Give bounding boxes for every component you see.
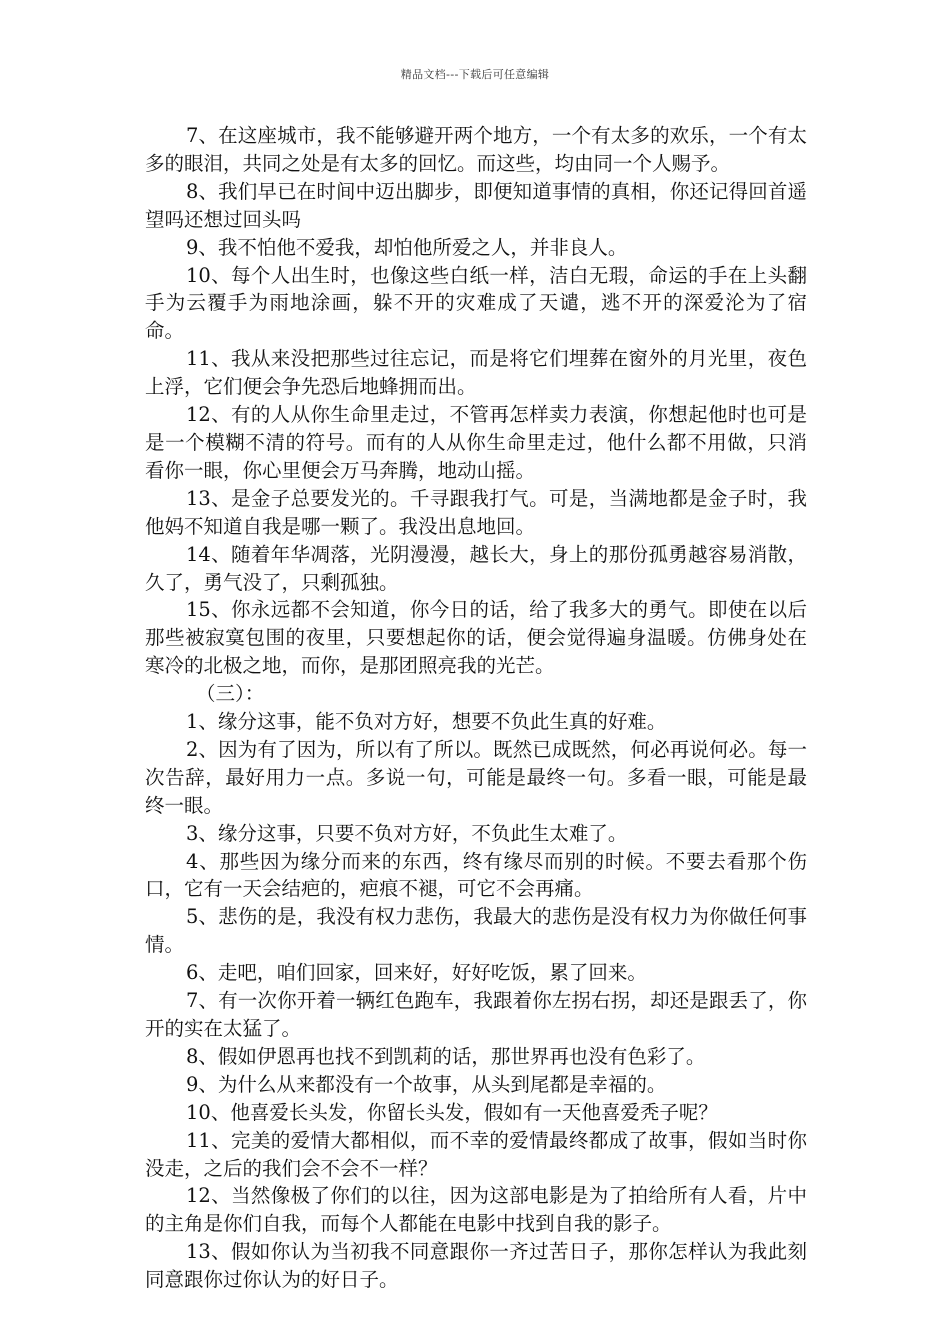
paragraph: 11、我从来没把那些过往忘记，而是将它们埋葬在窗外的月光里，夜色上浮，它们便会争先恐后地蜂拥而出。 [145, 347, 807, 399]
paragraph: 1、缘分这事，能不负对方好，想要不负此生真的好难。 [186, 710, 667, 734]
paragraph: 12、有的人从你生命里走过，不管再怎样卖力表演，你想起他时也可是是一个模糊不清的符号。而有的人从你生命里走过，他什么都不用做，只消看你一眼，你心里便会万马奔腾，地动山摇。 [145, 403, 807, 482]
paragraph: 14、随着年华凋落，光阴漫漫，越长大，身上的那份孤勇越容易消散，久了，勇气没了，只剩孤独。 [145, 542, 807, 594]
paragraph: 13、假如你认为当初我不同意跟你一齐过苦日子，那你怎样认为我此刻同意跟你过你认为的好日子。 [145, 1240, 807, 1292]
paragraph: 6、走吧，咱们回家，回来好，好好吃饭，累了回来。 [186, 961, 647, 985]
paragraph: 9、我不怕他不爱我，却怕他所爱之人，并非良人。 [186, 235, 628, 259]
paragraph: 8、我们早已在时间中迈出脚步，即便知道事情的真相，你还记得回首遥望吗还想过回头吗 [145, 179, 807, 231]
paragraph: 11、完美的爱情大都相似，而不幸的爱情最终都成了故事，假如当时你没走，之后的我们会不会不一样？ [145, 1128, 807, 1180]
section-heading: （三）： [196, 682, 265, 706]
document-body [145, 122, 807, 1294]
paragraph: 2、因为有了因为，所以有了所以。既然已成既然，何必再说何必。每一次告辞，最好用力一点。多说一句，可能是最终一句。多看一眼，可能是最终一眼。 [145, 737, 807, 817]
paragraph: 4、那些因为缘分而来的东西，终有缘尽而别的时候。不要去看那个伤口，它有一天会结疤的，疤痕不褪，可它不会再痛。 [145, 849, 807, 901]
paragraph: 15、你永远都不会知道，你今日的话，给了我多大的勇气。即使在以后那些被寂寞包围的夜里，只要想起你的话，便会觉得遍身温暖。仿佛身处在寒冷的北极之地，而你，是那团照亮我的光芒。 [145, 598, 807, 678]
paragraph: 13、是金子总要发光的。千寻跟我打气。可是，当满地都是金子时，我他妈不知道自我是哪一颗了。我没出息地回。 [145, 486, 807, 538]
paragraph: 3、缘分这事，只要不负对方好，不负此生太难了。 [186, 821, 628, 845]
paragraph: 7、有一次你开着一辆红色跑车，我跟着你左拐右拐，却还是跟丢了，你开的实在太猛了。 [145, 989, 807, 1040]
paragraph: 5、悲伤的是，我没有权力悲伤，我最大的悲伤是没有权力为你做任何事情。 [145, 905, 807, 957]
page-header: 精品文档---下载后可任意编辑 [400, 68, 550, 81]
paragraph: 10、每个人出生时，也像这些白纸一样，洁白无瑕，命运的手在上头翻手为云覆手为雨地涂画，躲不开的灾难成了天谴，逃不开的深爱沦为了宿命。 [145, 263, 807, 343]
paragraph: 8、假如伊恩再也找不到凯莉的话，那世界再也没有色彩了。 [186, 1044, 706, 1068]
paragraph: 7、在这座城市，我不能够避开两个地方，一个有太多的欢乐，一个有太多的眼泪，共同之处是有太多的回忆。而这些，均由同一个人赐予。 [145, 124, 807, 175]
paragraph: 10、他喜爱长头发，你留长头发，假如有一天他喜爱秃子呢？ [186, 1100, 718, 1124]
paragraph: 12、当然像极了你们的以往，因为这部电影是为了拍给所有人看，片中的主角是你们自我，而每个人都能在电影中找到自我的影子。 [145, 1184, 807, 1236]
paragraph: 9、为什么从来都没有一个故事，从头到尾都是幸福的。 [186, 1072, 667, 1096]
